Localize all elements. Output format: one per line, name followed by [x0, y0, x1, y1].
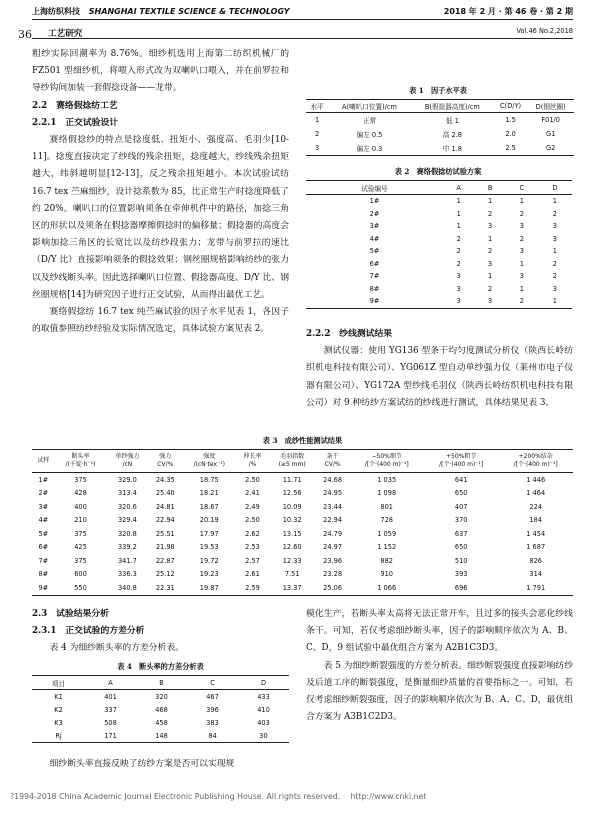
- table-cell: 21.98: [155, 543, 175, 552]
- table4-header-row: [32, 676, 289, 690]
- table-row: [32, 487, 573, 501]
- table3-header-cell: 伸长率 /%: [236, 450, 268, 473]
- table2-header-cell: 试验编号: [306, 181, 443, 195]
- table-cell: 18.67: [199, 502, 219, 511]
- table1-caption: 表 1 因子水平表: [409, 86, 467, 95]
- table-cell: 2.61: [245, 570, 260, 579]
- table-cell: 336.3: [117, 570, 137, 579]
- table-cell: 1 098: [377, 489, 397, 498]
- table-cell: 1#: [369, 197, 380, 206]
- table-cell: 320.6: [117, 502, 137, 511]
- table-cell: 3: [443, 295, 474, 308]
- table-cell: 2.49: [245, 502, 260, 511]
- table-row: [32, 703, 289, 716]
- table1-header-row: [306, 100, 574, 113]
- table-cell: 428: [74, 489, 87, 498]
- table-cell: 2.62: [245, 529, 260, 538]
- table-cell: 11.71: [282, 475, 302, 484]
- table-cell: 12.60: [282, 543, 302, 552]
- issue-info: 2018 年 2 月 · 第 46 卷 · 第 2 期: [443, 7, 573, 16]
- table-cell: 1 687: [526, 543, 546, 552]
- table-cell: 3: [552, 234, 557, 243]
- table-cell: 12.33: [282, 556, 302, 565]
- table4-caption: 表 4 断头率的方差分析表: [117, 662, 204, 671]
- table-cell: 320: [155, 692, 168, 701]
- table-cell: 1: [314, 116, 320, 124]
- table-cell: 13.37: [269, 581, 316, 595]
- table-cell: 826: [529, 556, 543, 565]
- table-cell: 1: [456, 209, 461, 218]
- table-cell: 339.2: [117, 543, 137, 552]
- table-cell: 467: [206, 692, 219, 701]
- table3-header-cell: 强度 /(cN·tex⁻¹): [182, 450, 236, 473]
- table-row: [306, 283, 572, 296]
- table-cell: 10.32: [282, 516, 302, 525]
- yarn-test-table: [32, 449, 573, 596]
- table-cell: 2.41: [245, 489, 260, 498]
- table-row: [306, 220, 572, 233]
- table-row: [32, 541, 573, 555]
- table-cell: 2: [552, 259, 557, 268]
- table-cell: 22.94: [155, 516, 175, 525]
- table2-header-cell: C: [506, 181, 538, 195]
- table-cell: 314: [529, 570, 543, 579]
- table-cell: 2: [506, 295, 538, 308]
- table-cell: 6#: [369, 259, 380, 268]
- table-cell: K2: [54, 705, 63, 714]
- heading-2-2-2: 2.2.2 纱线测试结果: [306, 329, 393, 339]
- table3-caption: 表 3 成纱性能测试结果: [262, 436, 343, 445]
- table-row: [32, 514, 573, 528]
- table-cell: 5#: [38, 529, 49, 538]
- table3-header-cell: 试样: [32, 450, 55, 473]
- table-cell: 3: [474, 295, 506, 308]
- table-cell: 337: [104, 705, 117, 714]
- table-cell: 偏左 0.3: [328, 141, 411, 156]
- table-cell: 2: [488, 209, 493, 218]
- journal-title-en: SHANGHAI TEXTILE SCIENCE & TECHNOLOGY: [88, 7, 290, 16]
- volume-label: Vol.46 No.2,2018: [516, 27, 573, 35]
- table-row: [32, 729, 289, 743]
- table-cell: 1: [488, 234, 493, 243]
- table-cell: 728: [380, 516, 393, 525]
- table-cell: 19.53: [199, 543, 219, 552]
- paragraph-testing: 测试仪器：使用 YG136 型条干均匀度测试分析仪（陕西长岭纺织机电科技有限公司）、YG061Z 型自动单纱强力仪（莱州市电子仪器有限公司）、YG172A 型纱线毛羽仪（陕西长岭纺织机电科技有限公司）对 9 种纺纱方案试纺的纱线进行测试，具体结果见表 3。: [306, 346, 573, 408]
- table4-header-cell: D: [238, 676, 289, 690]
- table-cell: 2: [456, 259, 461, 268]
- bottom-left-tail: [32, 756, 289, 773]
- table-cell: 458: [155, 718, 168, 727]
- table-row: [306, 127, 574, 141]
- table1-header-cell: B(假捻器高度)/cm: [411, 100, 494, 113]
- table-cell: 18.21: [199, 489, 219, 498]
- table-cell: 1: [519, 284, 524, 293]
- table-row: [306, 270, 572, 283]
- table-cell: 低 1: [445, 117, 459, 125]
- table-cell: 550: [55, 581, 107, 595]
- table3-header-cell: +200%结杂 /[个·(400 m)⁻¹]: [498, 450, 573, 473]
- table-cell: 4#: [369, 234, 380, 243]
- table-cell: 650: [454, 543, 468, 552]
- table-cell: 7.51: [284, 570, 300, 579]
- bottom-left-column: [32, 606, 289, 658]
- table3-header-cell: 强力 CV/%: [148, 450, 182, 473]
- table3-header-cell: +50%粗节 /[个·(400 m)⁻¹]: [424, 450, 498, 473]
- table-cell: 210: [74, 516, 87, 525]
- table-cell: 641: [454, 475, 468, 484]
- table2-header-row: [306, 181, 572, 195]
- table-cell: 383: [206, 718, 219, 727]
- table-cell: 340.8: [106, 581, 148, 595]
- table-row: [32, 473, 573, 487]
- table-cell: 3#: [369, 222, 380, 231]
- table-cell: 25.51: [155, 529, 175, 538]
- table-cell: 407: [454, 502, 468, 511]
- table-cell: 3#: [38, 502, 49, 511]
- table4-header-cell: B: [136, 676, 187, 690]
- table3-header-cell: −50%细节 /[个·(400 m)⁻¹]: [349, 450, 423, 473]
- table-cell: 1 035: [377, 475, 397, 484]
- table-cell: 2: [552, 209, 557, 218]
- table-cell: 2: [314, 130, 320, 138]
- table-cell: 2: [552, 272, 557, 281]
- table-cell: 393: [454, 570, 468, 579]
- table1-header-cell: A(喇叭口位置)/cm: [328, 100, 411, 113]
- table-cell: 13.15: [282, 529, 302, 538]
- heading-2-3-1: 2.3.1 正交试验的方差分析: [32, 626, 145, 637]
- table-cell: 425: [74, 543, 87, 552]
- table-row: [306, 113, 574, 128]
- paragraph-intro: 粗纱实际回潮率为 8.76%。细纱机选用上海第二纺织机械厂的 FZ501 型细纱机，将喂入形式改为双喇叭口喂入，并在前罗拉和导纱钩间加装一套假捻设备——龙带。: [32, 49, 289, 94]
- table-cell: 2.0: [505, 130, 516, 138]
- table-cell: 23.28: [323, 570, 343, 579]
- table-cell: 2.57: [245, 556, 260, 565]
- table-cell: Rj: [32, 729, 85, 743]
- table-cell: 510: [454, 556, 468, 565]
- table-cell: 1#: [38, 475, 49, 484]
- table-cell: 1 454: [526, 529, 546, 538]
- table3-header-row: [32, 450, 573, 473]
- table1-header-cell: 水平: [306, 100, 328, 113]
- table-cell: 433: [257, 692, 270, 701]
- heading-2-2: 2.2 赛络假捻纺工艺: [32, 100, 118, 111]
- table-cell: 正常: [362, 117, 377, 125]
- table-cell: 24.79: [323, 529, 343, 538]
- table-cell: 1: [456, 222, 461, 231]
- table-cell: 375: [74, 556, 87, 565]
- table-cell: 25.06: [316, 581, 350, 595]
- table-cell: 22.94: [323, 516, 343, 525]
- table-cell: 1.5: [505, 116, 516, 124]
- table-cell: G1: [546, 130, 556, 138]
- table-cell: 2.53: [245, 543, 260, 552]
- table-cell: 23.44: [323, 502, 343, 511]
- table-cell: 410: [257, 705, 270, 714]
- table-row: [306, 208, 572, 221]
- table-cell: 696: [424, 581, 498, 595]
- table-cell: 329.0: [117, 475, 137, 484]
- subheader-rule: [32, 38, 573, 39]
- table-cell: 8#: [38, 570, 49, 579]
- paragraph-breakage: 细纱断头率直接反映了纺纱方案是否可以实现规: [49, 759, 235, 769]
- table-cell: 600: [74, 570, 87, 579]
- table-cell: 3: [456, 272, 461, 281]
- table-cell: 2.50: [245, 475, 260, 484]
- table-cell: 2: [519, 234, 524, 243]
- table-cell: 401: [104, 692, 117, 701]
- table-cell: 2.50: [245, 516, 260, 525]
- left-column: [32, 46, 289, 338]
- table-cell: 2.59: [236, 581, 268, 595]
- table-cell: 400: [74, 502, 87, 511]
- table-cell: 224: [529, 502, 543, 511]
- table-cell: 高 2.8: [442, 131, 462, 139]
- table-cell: 313.4: [117, 489, 137, 498]
- table-cell: 18.75: [199, 475, 219, 484]
- table-cell: 1 152: [377, 543, 397, 552]
- table-cell: 22.87: [155, 556, 175, 565]
- paragraph-table4-intro: 表 4 为细纱断头率的方差分析表。: [49, 643, 184, 654]
- table1-header-cell: C(D/Y): [494, 100, 528, 113]
- paragraph-breakage-cont: 模化生产，若断头率太高将无法正常开车，且过多的接头会恶化纱线条干。可知，若仅考虑细纱断头率，因子的影响顺序依次为 A、B、C、D，9 组试验中最优组合方案为 A2B1C3D3。: [306, 609, 573, 654]
- table-row: [32, 581, 573, 595]
- table-cell: 184: [529, 516, 543, 525]
- table4-header-cell: A: [85, 676, 136, 690]
- table-cell: K1: [54, 692, 63, 701]
- table-cell: 5#: [369, 247, 380, 256]
- table2-caption: 表 2 赛络假捻纺试验方案: [394, 167, 482, 176]
- table-cell: 20.19: [199, 516, 219, 525]
- paragraph-plan: 赛络假捻纺 16.7 tex 纯苎麻试验的因子水平见表 1，各因子的取值参照纺纱经验及实际情况选定，具体试验方案见表 2。: [32, 307, 289, 335]
- table-cell: 1: [488, 272, 493, 281]
- table-cell: G2: [527, 141, 574, 156]
- table-cell: 3: [488, 259, 493, 268]
- table-cell: 1: [519, 197, 524, 206]
- header-rule: [32, 19, 573, 20]
- table-cell: 9#: [306, 295, 443, 308]
- table-cell: 2: [456, 247, 461, 256]
- table-row: [32, 500, 573, 514]
- table-cell: 1: [456, 197, 461, 206]
- table-row: [306, 258, 572, 271]
- table2-header-cell: B: [474, 181, 506, 195]
- table-cell: 7#: [38, 556, 49, 565]
- table-cell: F01/0: [541, 116, 560, 124]
- table-cell: 9#: [32, 581, 55, 595]
- table-cell: 3: [552, 284, 557, 293]
- table-cell: 30: [238, 729, 289, 743]
- table-cell: 84: [187, 729, 238, 743]
- table-cell: 3: [519, 247, 524, 256]
- factor-level-table: [306, 99, 574, 156]
- table-cell: 24.95: [323, 489, 343, 498]
- table-cell: 403: [257, 718, 270, 727]
- table-cell: 19.72: [199, 556, 219, 565]
- table-cell: 1: [552, 197, 557, 206]
- table-cell: 8#: [369, 284, 380, 293]
- table2-header-cell: A: [443, 181, 474, 195]
- table-cell: 3: [519, 272, 524, 281]
- table-cell: 329.4: [117, 516, 137, 525]
- table-row: [32, 527, 573, 541]
- table-cell: 650: [454, 489, 468, 498]
- table-row: [32, 568, 573, 582]
- table3-header-cell: 条干 CV/%: [316, 450, 350, 473]
- table-cell: 341.7: [117, 556, 137, 565]
- table-cell: 1: [538, 295, 572, 308]
- table-cell: 882: [380, 556, 393, 565]
- table-cell: 2.5: [494, 141, 528, 156]
- table-cell: 19.23: [199, 570, 219, 579]
- table-cell: 375: [74, 475, 87, 484]
- table2-header-cell: D: [538, 181, 572, 195]
- paragraph-design: 赛络假捻纱的特点是捻度低、扭矩小、强度高、毛羽少[10-11]。捻度直接决定了纱线的残余扭矩，捻度越大，纱线残余扭矩越大，纬斜越明显[12-13]，反之残余扭矩越小。本次试验试纺 16.7 tex 苎麻细纱，设计捻系数为 85，比正常生产时捻度降低了约 20%。喇叭口的位置影响须条在牵伸机件中的路径，加捻三角区的形状以及须条在假捻器摩擦假捻时的偏移量；假捻器的高度会影响加捻三角区的长宽比以及纺纱段张力；龙带与前罗拉的速比（D/Y 比）直接影响须条的假捻效果；钢丝圈规格影响纺纱的张力以及纱线断头率。因此选择喇叭口位置、假捻器高度、D/Y 比、钢丝圈规格[14]为研究因子进行正交试验，从而得出最优工艺。: [32, 135, 289, 300]
- table-cell: 4#: [38, 516, 49, 525]
- table-row: [306, 233, 572, 246]
- table4-header-cell: 项目: [32, 676, 85, 690]
- table-cell: 2: [456, 234, 461, 243]
- table-cell: 17.97: [199, 529, 219, 538]
- table-cell: 7#: [369, 272, 380, 281]
- heading-2-3: 2.3 试验结果分析: [32, 609, 109, 619]
- table-cell: 370: [454, 516, 468, 525]
- table-cell: 801: [380, 502, 393, 511]
- table-cell: 396: [206, 705, 219, 714]
- journal-title-cn: 上海纺织科技: [32, 7, 80, 16]
- table-cell: K3: [54, 718, 63, 727]
- table-cell: 1: [552, 247, 557, 256]
- table-cell: 24.97: [323, 543, 343, 552]
- table-cell: 508: [104, 718, 117, 727]
- table-row: [306, 141, 574, 156]
- table-cell: 2#: [38, 489, 49, 498]
- table-cell: 10.09: [282, 502, 302, 511]
- table-cell: 910: [380, 570, 393, 579]
- table4-header-cell: C: [187, 676, 238, 690]
- table-cell: 25.40: [155, 489, 175, 498]
- table-cell: 23.96: [323, 556, 343, 565]
- section-label: 工艺研究: [48, 29, 83, 39]
- table-cell: 1: [488, 197, 493, 206]
- table-row: [32, 554, 573, 568]
- table-cell: 3: [456, 284, 461, 293]
- table-cell: 19.87: [182, 581, 236, 595]
- table-cell: 6#: [38, 543, 49, 552]
- scheme-table: [306, 180, 572, 309]
- table-cell: 偏左 0.5: [356, 131, 383, 139]
- copyright-footer: ?1994-2018 China Academic Journal Electronic Publishing House. All rights reserved. http://www.cnki.net: [10, 792, 427, 801]
- table-cell: 1 791: [498, 581, 573, 595]
- table-cell: 24.35: [155, 475, 175, 484]
- table-cell: 2: [519, 209, 524, 218]
- table-cell: 1 464: [526, 489, 546, 498]
- table-cell: 中 1.8: [411, 141, 494, 156]
- journal-title: [32, 6, 290, 17]
- table-cell: 1 066: [349, 581, 423, 595]
- table3-header-cell: 单纱强力 /cN: [106, 450, 148, 473]
- table-cell: 12.56: [282, 489, 302, 498]
- table-cell: 3: [519, 222, 524, 231]
- table-row: [32, 716, 289, 729]
- table-cell: 3: [488, 222, 493, 231]
- table-cell: 171: [85, 729, 136, 743]
- heading-2-2-1: 2.2.1 正交试验设计: [32, 117, 119, 128]
- table-row: [306, 245, 572, 258]
- table-cell: 1: [519, 259, 524, 268]
- table-cell: 3: [306, 141, 328, 156]
- table-cell: 2: [488, 247, 493, 256]
- table-cell: 637: [454, 529, 468, 538]
- table-cell: 1 059: [377, 529, 397, 538]
- table-row: [306, 295, 572, 308]
- table-cell: 24.68: [323, 475, 343, 484]
- table1-header-cell: D(钢丝圈): [527, 100, 574, 113]
- paragraph-strength: 表 5 为细纱断裂强度的方差分析表。细纱断裂强度直接影响纺纱及后道工序的断裂强度，是衡量细纱质量的首要指标之一。可知，若仅考虑细纱断裂强度，因子的影响顺序依次为 B、A、C、D，最优组合方案为 A3B1C2D3。: [306, 660, 573, 723]
- table-row: [306, 195, 572, 208]
- table-cell: 320.8: [117, 529, 137, 538]
- bottom-right-column: [306, 606, 573, 726]
- right-column: [306, 326, 573, 412]
- page-number: 36: [18, 28, 32, 41]
- table-cell: 375: [74, 529, 87, 538]
- table-row: [32, 690, 289, 704]
- table-cell: 468: [155, 705, 168, 714]
- table-cell: 2: [488, 284, 493, 293]
- table-cell: 2#: [369, 209, 380, 218]
- table-cell: 25.12: [155, 570, 175, 579]
- table-cell: 24.81: [155, 502, 175, 511]
- table-cell: 148: [136, 729, 187, 743]
- table-cell: 1 446: [526, 475, 546, 484]
- table3-header-cell: 毛羽指数 (≥5 mm): [269, 450, 316, 473]
- table3-header-cell: 断头率 /(千锭·h⁻¹): [55, 450, 107, 473]
- table-cell: 22.31: [148, 581, 182, 595]
- table-cell: 3: [552, 222, 557, 231]
- variance-table: [32, 675, 289, 743]
